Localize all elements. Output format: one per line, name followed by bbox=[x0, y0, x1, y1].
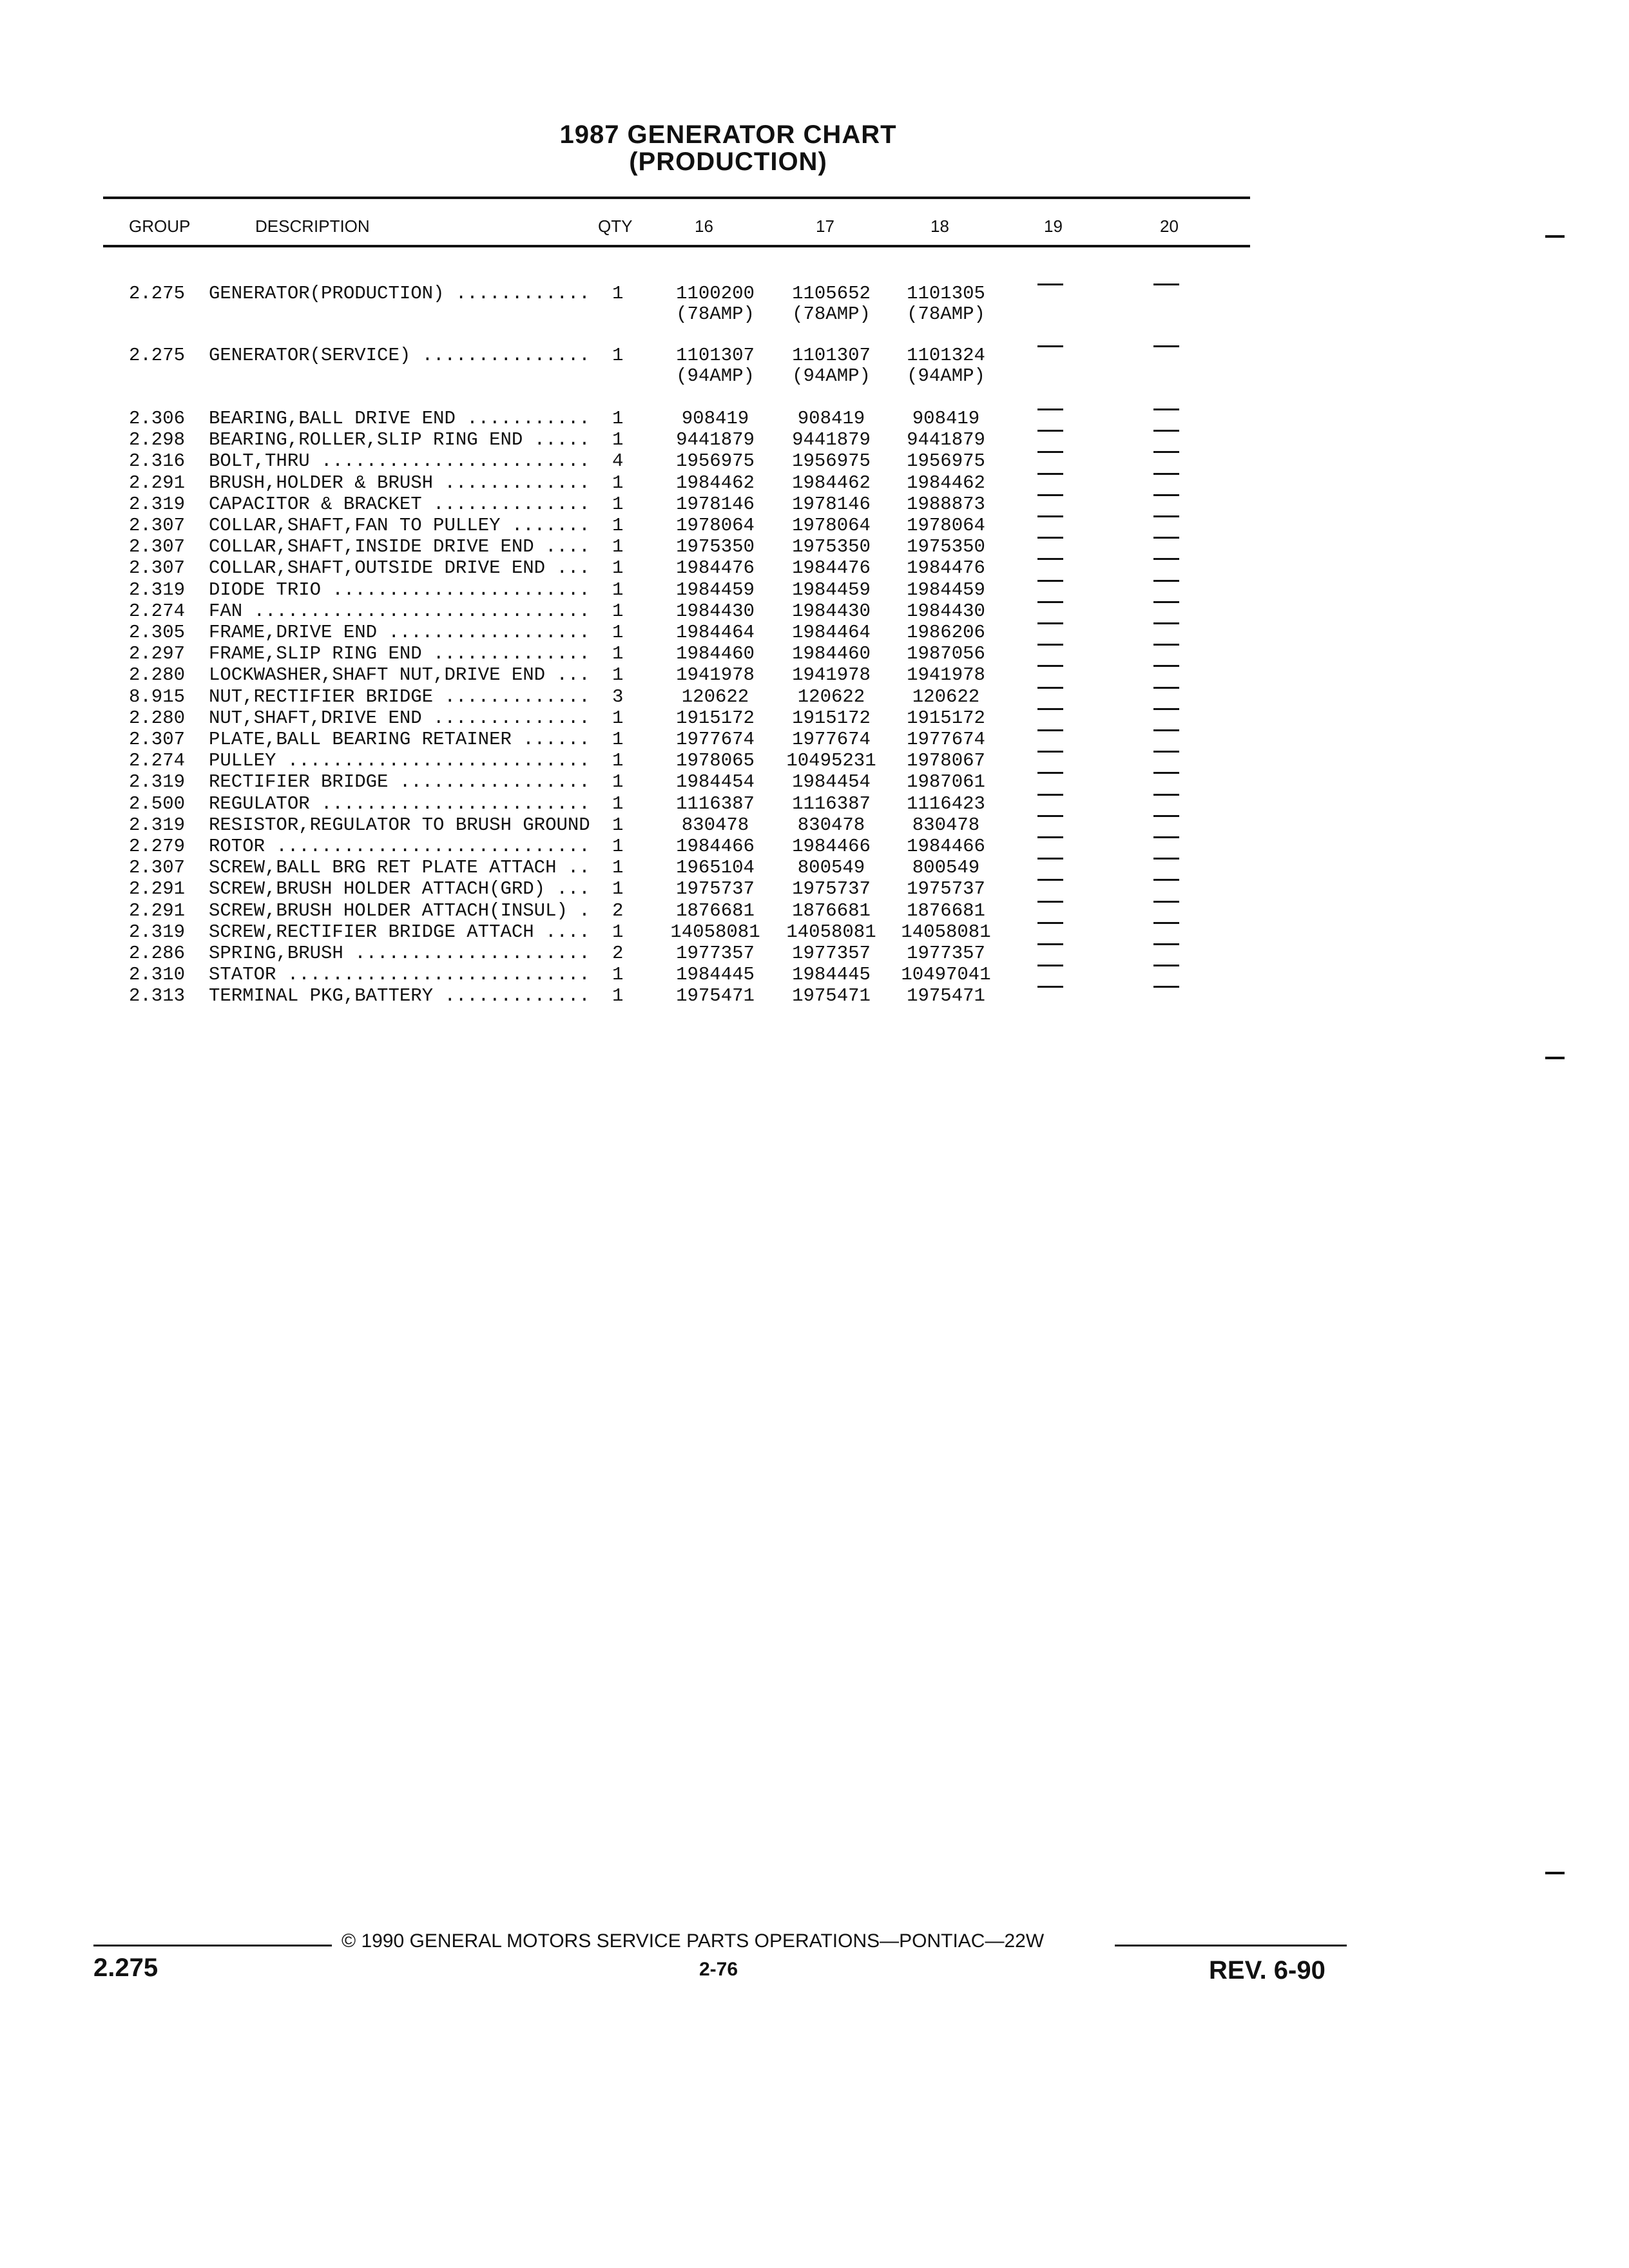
cell-qty: 1 bbox=[612, 793, 624, 814]
cell-col-17: 1977357 bbox=[792, 943, 871, 964]
table-row bbox=[0, 794, 1629, 816]
cell-group: 2.291 bbox=[129, 472, 186, 494]
cell-col-18: 9441879 bbox=[907, 429, 985, 451]
cell-description: SCREW,BRUSH HOLDER ATTACH(GRD) ... bbox=[209, 878, 590, 900]
cell-col-17: 1984454 bbox=[792, 771, 871, 793]
cell-col-16: 1876681 bbox=[676, 899, 755, 921]
cell-group: 2.319 bbox=[129, 579, 186, 601]
cell-col-19-dash bbox=[1037, 986, 1063, 988]
cell-col-19-dash bbox=[1037, 836, 1063, 838]
column-header-17: 17 bbox=[816, 216, 834, 236]
cell-col-18: 14058081 bbox=[901, 921, 991, 943]
cell-description: SCREW,BRUSH HOLDER ATTACH(INSUL) . bbox=[209, 899, 590, 921]
column-header-description: DESCRIPTION bbox=[255, 216, 370, 236]
cell-col-16: 1915172 bbox=[676, 707, 755, 729]
cell-group: 2.291 bbox=[129, 878, 186, 900]
cell-col-20-dash bbox=[1153, 430, 1179, 432]
cell-qty: 4 bbox=[612, 450, 624, 472]
column-header-group: GROUP bbox=[129, 216, 191, 236]
cell-col-18: 1956975 bbox=[907, 450, 985, 472]
table-row bbox=[0, 986, 1629, 1008]
table-row bbox=[0, 558, 1629, 580]
cell-amperage: (94AMP) bbox=[792, 365, 871, 387]
cell-col-18: 908419 bbox=[912, 408, 980, 429]
cell-qty: 1 bbox=[612, 857, 624, 879]
cell-description: BEARING,BALL DRIVE END ........... bbox=[209, 408, 590, 429]
cell-description: FAN .............................. bbox=[209, 600, 590, 622]
cell-col-18: 1977357 bbox=[907, 943, 985, 964]
cell-col-20-dash bbox=[1153, 986, 1179, 988]
table-row bbox=[0, 943, 1629, 965]
table-row bbox=[0, 451, 1629, 473]
cell-col-16: 1977674 bbox=[676, 729, 755, 750]
cell-col-17: 1978064 bbox=[792, 515, 871, 536]
cell-qty: 1 bbox=[612, 664, 624, 686]
cell-col-17: 908419 bbox=[797, 408, 865, 429]
cell-col-20-dash bbox=[1153, 558, 1179, 560]
margin-mark bbox=[1545, 1057, 1565, 1059]
cell-qty: 1 bbox=[612, 750, 624, 772]
cell-group: 2.319 bbox=[129, 921, 186, 943]
cell-col-17: 14058081 bbox=[786, 921, 876, 943]
table-row bbox=[0, 729, 1629, 751]
cell-description: REGULATOR ........................ bbox=[209, 793, 590, 814]
cell-col-20-dash bbox=[1153, 622, 1179, 624]
cell-col-20-dash bbox=[1153, 515, 1179, 517]
cell-description: DIODE TRIO ....................... bbox=[209, 579, 590, 601]
cell-qty: 1 bbox=[612, 408, 624, 429]
cell-group: 2.313 bbox=[129, 985, 186, 1007]
cell-col-20-dash bbox=[1153, 794, 1179, 796]
cell-col-19-dash bbox=[1037, 430, 1063, 432]
cell-group: 2.298 bbox=[129, 429, 186, 451]
cell-col-16: 14058081 bbox=[670, 921, 760, 943]
cell-col-16: 1984460 bbox=[676, 643, 755, 665]
table-row bbox=[0, 494, 1629, 516]
cell-col-16: 1977357 bbox=[676, 943, 755, 964]
cell-group: 2.275 bbox=[129, 283, 186, 304]
cell-qty: 1 bbox=[612, 493, 624, 515]
cell-description: NUT,SHAFT,DRIVE END .............. bbox=[209, 707, 590, 729]
cell-group: 2.275 bbox=[129, 345, 186, 366]
cell-col-16: 1984462 bbox=[676, 472, 755, 494]
table-row bbox=[0, 922, 1629, 944]
cell-col-20-dash bbox=[1153, 537, 1179, 539]
table-row-amperage bbox=[0, 366, 1629, 388]
cell-group: 2.319 bbox=[129, 493, 186, 515]
cell-col-18: 1984466 bbox=[907, 836, 985, 857]
cell-amperage: (78AMP) bbox=[907, 303, 985, 325]
cell-col-17: 830478 bbox=[797, 814, 865, 836]
table-row bbox=[0, 430, 1629, 452]
cell-qty: 1 bbox=[612, 579, 624, 601]
cell-col-16: 1984466 bbox=[676, 836, 755, 857]
cell-description: SCREW,BALL BRG RET PLATE ATTACH .. bbox=[209, 857, 590, 879]
cell-col-16: 1101307 bbox=[676, 345, 755, 366]
cell-description: GENERATOR(SERVICE) ............... bbox=[209, 345, 590, 366]
cell-col-16: 1978146 bbox=[676, 493, 755, 515]
table-row bbox=[0, 644, 1629, 666]
cell-col-18: 1915172 bbox=[907, 707, 985, 729]
cell-col-16: 1984476 bbox=[676, 557, 755, 579]
cell-col-16: 1975471 bbox=[676, 985, 755, 1007]
cell-col-16: 1100200 bbox=[676, 283, 755, 304]
cell-col-20-dash bbox=[1153, 284, 1179, 285]
cell-col-19-dash bbox=[1037, 601, 1063, 603]
cell-description: ROTOR ............................ bbox=[209, 836, 590, 857]
cell-description: TERMINAL PKG,BATTERY ............. bbox=[209, 985, 590, 1007]
cell-col-19-dash bbox=[1037, 494, 1063, 496]
cell-col-19-dash bbox=[1037, 687, 1063, 689]
cell-col-19-dash bbox=[1037, 665, 1063, 667]
cell-col-18: 1987056 bbox=[907, 643, 985, 665]
cell-col-18: 1116423 bbox=[907, 793, 985, 814]
cell-col-19-dash bbox=[1037, 858, 1063, 860]
footer-right-rule bbox=[1115, 1945, 1347, 1946]
cell-col-16: 908419 bbox=[681, 408, 749, 429]
cell-col-16: 830478 bbox=[681, 814, 749, 836]
cell-col-19-dash bbox=[1037, 901, 1063, 903]
chart-subtitle: (PRODUCTION) bbox=[629, 148, 827, 176]
column-header-qty: QTY bbox=[598, 216, 633, 236]
cell-col-18: 830478 bbox=[912, 814, 980, 836]
table-row bbox=[0, 537, 1629, 559]
cell-col-17: 1978146 bbox=[792, 493, 871, 515]
cell-description: FRAME,DRIVE END .................. bbox=[209, 622, 590, 643]
cell-col-19-dash bbox=[1037, 644, 1063, 646]
cell-qty: 1 bbox=[612, 345, 624, 366]
cell-col-19-dash bbox=[1037, 537, 1063, 539]
cell-qty: 1 bbox=[612, 429, 624, 451]
cell-col-17: 1975350 bbox=[792, 536, 871, 558]
cell-col-19-dash bbox=[1037, 622, 1063, 624]
cell-col-16: 1984445 bbox=[676, 964, 755, 986]
cell-description: COLLAR,SHAFT,FAN TO PULLEY ....... bbox=[209, 515, 590, 536]
column-header-19: 19 bbox=[1044, 216, 1063, 236]
cell-col-17: 1984445 bbox=[792, 964, 871, 986]
cell-group: 8.915 bbox=[129, 686, 186, 707]
cell-col-20-dash bbox=[1153, 836, 1179, 838]
cell-qty: 1 bbox=[612, 878, 624, 900]
cell-col-19-dash bbox=[1037, 408, 1063, 410]
cell-col-18: 1984476 bbox=[907, 557, 985, 579]
cell-col-17: 1984466 bbox=[792, 836, 871, 857]
cell-col-17: 1116387 bbox=[792, 793, 871, 814]
cell-col-17: 1984460 bbox=[792, 643, 871, 665]
cell-col-20-dash bbox=[1153, 345, 1179, 347]
cell-col-18: 1101324 bbox=[907, 345, 985, 366]
cell-description: SPRING,BRUSH ..................... bbox=[209, 943, 590, 964]
cell-group: 2.280 bbox=[129, 664, 186, 686]
cell-col-17: 1956975 bbox=[792, 450, 871, 472]
cell-col-16: 1941978 bbox=[676, 664, 755, 686]
cell-col-16: 9441879 bbox=[676, 429, 755, 451]
cell-description: PLATE,BALL BEARING RETAINER ...... bbox=[209, 729, 590, 750]
footer-revision: REV. 6-90 bbox=[1209, 1956, 1325, 1984]
table-row bbox=[0, 665, 1629, 687]
table-row bbox=[0, 687, 1629, 709]
cell-col-20-dash bbox=[1153, 943, 1179, 945]
cell-col-20-dash bbox=[1153, 473, 1179, 475]
cell-col-19-dash bbox=[1037, 515, 1063, 517]
cell-qty: 1 bbox=[612, 600, 624, 622]
cell-description: BEARING,ROLLER,SLIP RING END ..... bbox=[209, 429, 590, 451]
cell-col-18: 1986206 bbox=[907, 622, 985, 643]
cell-col-19-dash bbox=[1037, 922, 1063, 924]
cell-col-20-dash bbox=[1153, 901, 1179, 903]
cell-col-20-dash bbox=[1153, 708, 1179, 710]
cell-qty: 1 bbox=[612, 536, 624, 558]
cell-col-16: 1975737 bbox=[676, 878, 755, 900]
table-row bbox=[0, 601, 1629, 623]
cell-col-16: 1975350 bbox=[676, 536, 755, 558]
cell-qty: 1 bbox=[612, 964, 624, 986]
cell-description: SCREW,RECTIFIER BRIDGE ATTACH .... bbox=[209, 921, 590, 943]
cell-col-18: 1978064 bbox=[907, 515, 985, 536]
cell-group: 2.319 bbox=[129, 771, 186, 793]
cell-group: 2.500 bbox=[129, 793, 186, 814]
cell-col-18: 1977674 bbox=[907, 729, 985, 750]
cell-group: 2.310 bbox=[129, 964, 186, 986]
cell-col-17: 800549 bbox=[797, 857, 865, 879]
table-row bbox=[0, 772, 1629, 794]
footer-page-number: 2-76 bbox=[699, 1959, 738, 1980]
cell-col-16: 1984464 bbox=[676, 622, 755, 643]
table-row bbox=[0, 815, 1629, 837]
cell-col-18: 1975737 bbox=[907, 878, 985, 900]
table-row bbox=[0, 345, 1629, 367]
cell-col-17: 120622 bbox=[797, 686, 865, 707]
table-row bbox=[0, 879, 1629, 901]
cell-description: COLLAR,SHAFT,INSIDE DRIVE END .... bbox=[209, 536, 590, 558]
cell-col-18: 1876681 bbox=[907, 899, 985, 921]
cell-col-19-dash bbox=[1037, 751, 1063, 753]
cell-qty: 1 bbox=[612, 836, 624, 857]
table-row bbox=[0, 473, 1629, 495]
cell-col-18: 120622 bbox=[912, 686, 980, 707]
cell-col-20-dash bbox=[1153, 408, 1179, 410]
cell-col-17: 1876681 bbox=[792, 899, 871, 921]
cell-col-18: 800549 bbox=[912, 857, 980, 879]
cell-col-18: 1101305 bbox=[907, 283, 985, 304]
table-row bbox=[0, 708, 1629, 730]
footer-group-number: 2.275 bbox=[93, 1954, 159, 1982]
cell-description: BOLT,THRU ........................ bbox=[209, 450, 590, 472]
cell-col-17: 1984462 bbox=[792, 472, 871, 494]
chart-title: 1987 GENERATOR CHART bbox=[559, 120, 897, 149]
table-row bbox=[0, 836, 1629, 858]
margin-mark bbox=[1545, 1872, 1565, 1874]
cell-group: 2.306 bbox=[129, 408, 186, 429]
cell-qty: 1 bbox=[612, 643, 624, 665]
cell-col-19-dash bbox=[1037, 965, 1063, 966]
cell-col-20-dash bbox=[1153, 879, 1179, 881]
cell-qty: 1 bbox=[612, 771, 624, 793]
cell-group: 2.279 bbox=[129, 836, 186, 857]
cell-col-20-dash bbox=[1153, 815, 1179, 817]
cell-col-18: 1978067 bbox=[907, 750, 985, 772]
cell-qty: 1 bbox=[612, 515, 624, 536]
cell-description: LOCKWASHER,SHAFT NUT,DRIVE END ... bbox=[209, 664, 590, 686]
cell-col-18: 1975471 bbox=[907, 985, 985, 1007]
table-row bbox=[0, 408, 1629, 430]
cell-qty: 1 bbox=[612, 814, 624, 836]
cell-col-17: 1984464 bbox=[792, 622, 871, 643]
table-row bbox=[0, 858, 1629, 879]
cell-group: 2.307 bbox=[129, 536, 186, 558]
cell-col-16: 1984454 bbox=[676, 771, 755, 793]
cell-qty: 1 bbox=[612, 921, 624, 943]
cell-group: 2.280 bbox=[129, 707, 186, 729]
cell-col-17: 1977674 bbox=[792, 729, 871, 750]
cell-col-19-dash bbox=[1037, 345, 1063, 347]
cell-qty: 2 bbox=[612, 943, 624, 964]
cell-col-20-dash bbox=[1153, 922, 1179, 924]
cell-col-20-dash bbox=[1153, 494, 1179, 496]
cell-col-18: 1975350 bbox=[907, 536, 985, 558]
table-row bbox=[0, 515, 1629, 537]
cell-col-17: 1105652 bbox=[792, 283, 871, 304]
cell-description: GENERATOR(PRODUCTION) ............ bbox=[209, 283, 590, 304]
cell-col-19-dash bbox=[1037, 879, 1063, 881]
cell-col-20-dash bbox=[1153, 965, 1179, 966]
cell-amperage: (94AMP) bbox=[676, 365, 755, 387]
cell-col-20-dash bbox=[1153, 601, 1179, 603]
margin-mark bbox=[1545, 235, 1565, 238]
cell-group: 2.297 bbox=[129, 643, 186, 665]
cell-col-20-dash bbox=[1153, 858, 1179, 860]
cell-col-16: 120622 bbox=[681, 686, 749, 707]
cell-col-16: 1984430 bbox=[676, 600, 755, 622]
parts-table bbox=[0, 0, 1629, 1095]
cell-col-17: 9441879 bbox=[792, 429, 871, 451]
column-header-20: 20 bbox=[1160, 216, 1179, 236]
cell-col-18: 1984459 bbox=[907, 579, 985, 601]
cell-qty: 1 bbox=[612, 729, 624, 750]
cell-col-17: 1984459 bbox=[792, 579, 871, 601]
cell-amperage: (78AMP) bbox=[676, 303, 755, 325]
cell-group: 2.274 bbox=[129, 600, 186, 622]
cell-col-20-dash bbox=[1153, 451, 1179, 453]
cell-amperage: (78AMP) bbox=[792, 303, 871, 325]
cell-col-17: 1975471 bbox=[792, 985, 871, 1007]
column-header-18: 18 bbox=[930, 216, 949, 236]
cell-description: PULLEY ........................... bbox=[209, 750, 590, 772]
cell-col-19-dash bbox=[1037, 580, 1063, 582]
cell-col-17: 1975737 bbox=[792, 878, 871, 900]
cell-col-18: 1984430 bbox=[907, 600, 985, 622]
table-row-amperage bbox=[0, 304, 1629, 326]
cell-col-19-dash bbox=[1037, 284, 1063, 285]
cell-group: 2.274 bbox=[129, 750, 186, 772]
cell-col-19-dash bbox=[1037, 772, 1063, 774]
cell-col-20-dash bbox=[1153, 644, 1179, 646]
cell-col-17: 1984476 bbox=[792, 557, 871, 579]
cell-col-18: 1941978 bbox=[907, 664, 985, 686]
cell-qty: 1 bbox=[612, 557, 624, 579]
cell-col-18: 1987061 bbox=[907, 771, 985, 793]
cell-col-17: 1941978 bbox=[792, 664, 871, 686]
cell-col-16: 1965104 bbox=[676, 857, 755, 879]
cell-col-19-dash bbox=[1037, 815, 1063, 817]
cell-qty: 2 bbox=[612, 899, 624, 921]
cell-col-19-dash bbox=[1037, 729, 1063, 731]
table-row bbox=[0, 284, 1629, 305]
cell-description: RESISTOR,REGULATOR TO BRUSH GROUND bbox=[209, 814, 590, 836]
cell-col-19-dash bbox=[1037, 451, 1063, 453]
cell-group: 2.291 bbox=[129, 899, 186, 921]
cell-col-16: 1978064 bbox=[676, 515, 755, 536]
cell-col-17: 1915172 bbox=[792, 707, 871, 729]
cell-qty: 1 bbox=[612, 622, 624, 643]
cell-description: STATOR ........................... bbox=[209, 964, 590, 986]
cell-col-19-dash bbox=[1037, 558, 1063, 560]
table-row bbox=[0, 901, 1629, 923]
cell-description: BRUSH,HOLDER & BRUSH ............. bbox=[209, 472, 590, 494]
cell-description: CAPACITOR & BRACKET .............. bbox=[209, 493, 590, 515]
cell-group: 2.316 bbox=[129, 450, 186, 472]
cell-description: FRAME,SLIP RING END .............. bbox=[209, 643, 590, 665]
cell-col-20-dash bbox=[1153, 772, 1179, 774]
cell-col-18: 1988873 bbox=[907, 493, 985, 515]
cell-col-16: 1978065 bbox=[676, 750, 755, 772]
cell-col-16: 1956975 bbox=[676, 450, 755, 472]
cell-col-17: 1984430 bbox=[792, 600, 871, 622]
cell-col-18: 1984462 bbox=[907, 472, 985, 494]
cell-col-20-dash bbox=[1153, 751, 1179, 753]
cell-col-17: 1101307 bbox=[792, 345, 871, 366]
table-row bbox=[0, 580, 1629, 602]
cell-col-20-dash bbox=[1153, 729, 1179, 731]
cell-qty: 1 bbox=[612, 707, 624, 729]
cell-description: COLLAR,SHAFT,OUTSIDE DRIVE END ... bbox=[209, 557, 590, 579]
cell-col-19-dash bbox=[1037, 794, 1063, 796]
cell-col-16: 1116387 bbox=[676, 793, 755, 814]
footer-copyright: © 1990 GENERAL MOTORS SERVICE PARTS OPERATIONS—PONTIAC—22W bbox=[342, 1930, 1045, 1952]
table-row bbox=[0, 622, 1629, 644]
cell-col-20-dash bbox=[1153, 580, 1179, 582]
cell-col-19-dash bbox=[1037, 943, 1063, 945]
table-row bbox=[0, 751, 1629, 773]
cell-group: 2.307 bbox=[129, 729, 186, 750]
footer-left-rule bbox=[93, 1945, 332, 1946]
cell-description: RECTIFIER BRIDGE ................. bbox=[209, 771, 590, 793]
cell-col-18: 10497041 bbox=[901, 964, 991, 986]
cell-group: 2.307 bbox=[129, 857, 186, 879]
cell-col-17: 10495231 bbox=[786, 750, 876, 772]
cell-col-19-dash bbox=[1037, 708, 1063, 710]
cell-group: 2.305 bbox=[129, 622, 186, 643]
cell-qty: 3 bbox=[612, 686, 624, 707]
table-row bbox=[0, 965, 1629, 986]
cell-qty: 1 bbox=[612, 283, 624, 304]
cell-qty: 1 bbox=[612, 472, 624, 494]
column-header-16: 16 bbox=[695, 216, 713, 236]
cell-group: 2.286 bbox=[129, 943, 186, 964]
cell-col-20-dash bbox=[1153, 665, 1179, 667]
cell-amperage: (94AMP) bbox=[907, 365, 985, 387]
cell-col-20-dash bbox=[1153, 687, 1179, 689]
cell-col-19-dash bbox=[1037, 473, 1063, 475]
cell-group: 2.319 bbox=[129, 814, 186, 836]
cell-col-16: 1984459 bbox=[676, 579, 755, 601]
cell-group: 2.307 bbox=[129, 557, 186, 579]
cell-group: 2.307 bbox=[129, 515, 186, 536]
cell-description: NUT,RECTIFIER BRIDGE ............. bbox=[209, 686, 590, 707]
cell-qty: 1 bbox=[612, 985, 624, 1007]
